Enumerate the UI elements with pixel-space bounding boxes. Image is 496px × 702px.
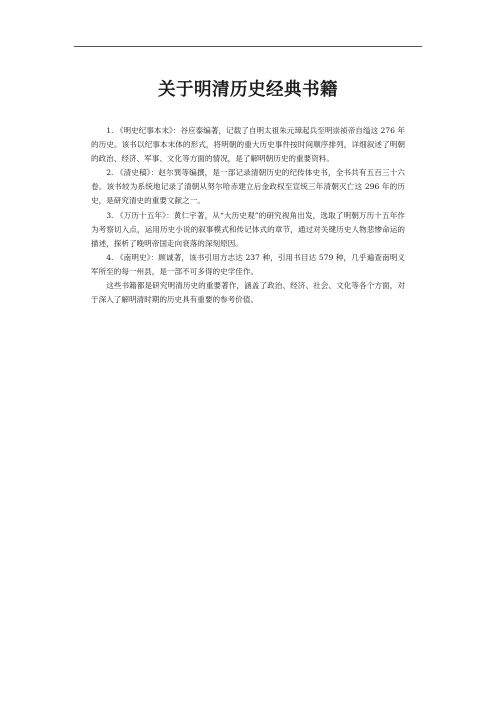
paragraph-ming-shi-ji-shi-ben-mo: 1. 《明史纪事本末》：谷应泰编著，记载了自明太祖朱元璋起兵至明崇祯帝自缢这 276 年的历史。该书以纪事本末体的形式，将明朝的重大历史事件按时间顺序排列，详细叙述了明朝的政治、经济、军事、文化等方面的情况，是了解明朝历史的重要资料。 <box>91 126 405 164</box>
page-title: 关于明清历史经典书籍 <box>158 80 338 100</box>
paragraph-nan-ming-shi: 4. 《南明史》：顾诚著，该书引用方志达 237 种，引用书目达 579 种，几乎遍查南明义军所至的每一州县，是一部不可多得的史学佳作。 <box>91 252 405 276</box>
paragraph-wanli-fifteen: 3. 《万历十五年》：黄仁宇著，从“大历史观”的研究视角出发，选取了明朝万历十五年作为考察切入点，运用历史小说的叙事模式和传记体式的章节，通过对关键历史人物悲惨命运的描述，探析了晚明帝国走向衰落的深刻原因。 <box>91 210 405 248</box>
paragraph-summary: 这些书籍都是研究明清历史的重要著作，涵盖了政治、经济、社会、文化等各个方面，对于深入了解明清时期的历史具有重要的参考价值。 <box>91 281 405 305</box>
document-body <box>91 124 405 307</box>
header-rule <box>74 46 422 47</box>
paragraph-qing-shi-gao: 2. 《清史稿》：赵尔巽等编撰，是一部记录清朝历史的纪传体史书，全书共有五百三十六卷。该书较为系统地记录了清朝从努尔哈赤建立后金政权至宣统三年清朝灭亡这 296 年的历史，是研究清史的重要文献之一。 <box>91 168 405 206</box>
